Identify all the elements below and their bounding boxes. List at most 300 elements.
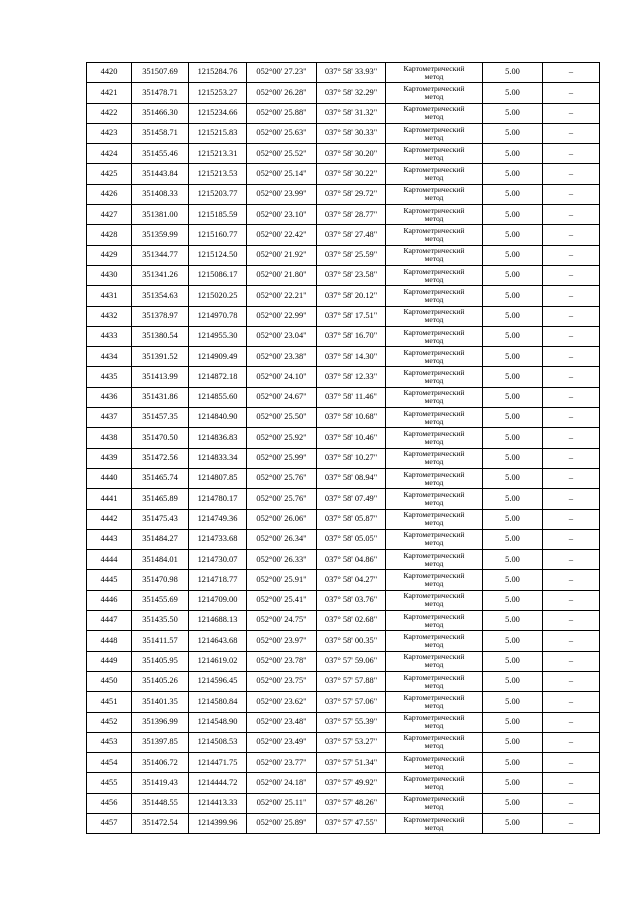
point-number-cell: 4450 (87, 671, 132, 691)
method-label-line2: метод (424, 558, 444, 568)
latitude-cell: 052°00' 22.99" (247, 306, 317, 326)
point-number-cell: 4457 (87, 813, 132, 833)
latitude-cell: 052°00' 23.48" (247, 712, 317, 732)
point-number-cell: 4443 (87, 529, 132, 549)
y-coordinate-cell: 1215253.27 (189, 83, 247, 103)
latitude-cell: 052°00' 21.80" (247, 265, 317, 285)
x-coordinate-cell: 351431.86 (132, 387, 189, 407)
y-coordinate-cell: 1214508.53 (189, 732, 247, 752)
note-cell: – (543, 144, 600, 164)
method-label-line1: Картометрический (403, 591, 465, 601)
method-label-line2: метод (424, 761, 444, 771)
precision-cell: 5.00 (483, 428, 543, 448)
x-coordinate-cell: 351448.55 (132, 793, 189, 813)
y-coordinate-cell: 1214833.34 (189, 448, 247, 468)
point-number-cell: 4427 (87, 205, 132, 225)
table-row (87, 83, 600, 103)
method-cell (386, 144, 483, 164)
coordinates-table (86, 62, 600, 834)
method-label-line1: Картометрический (403, 124, 465, 134)
latitude-cell: 052°00' 25.63" (247, 123, 317, 143)
method-label-line2: метод (424, 152, 444, 162)
longitude-cell: 037° 58' 05.05" (317, 529, 386, 549)
method-cell (386, 428, 483, 448)
point-number-cell: 4438 (87, 428, 132, 448)
point-number-cell: 4420 (87, 63, 132, 83)
note-cell: – (543, 712, 600, 732)
precision-cell: 5.00 (483, 489, 543, 509)
point-number-cell: 4423 (87, 123, 132, 143)
precision-cell: 5.00 (483, 306, 543, 326)
longitude-cell: 037° 58' 03.76" (317, 590, 386, 610)
longitude-cell: 037° 58' 04.86" (317, 550, 386, 570)
y-coordinate-cell: 1215213.31 (189, 144, 247, 164)
method-label-line2: метод (424, 234, 444, 244)
precision-cell: 5.00 (483, 164, 543, 184)
latitude-cell: 052°00' 23.62" (247, 692, 317, 712)
precision-cell: 5.00 (483, 813, 543, 833)
method-cell (386, 367, 483, 387)
method-label-line1: Картометрический (403, 652, 465, 662)
note-cell: – (543, 123, 600, 143)
method-cell (386, 103, 483, 123)
method-label-line2: метод (424, 721, 444, 731)
table-row (87, 671, 600, 691)
precision-cell: 5.00 (483, 408, 543, 428)
method-cell (386, 347, 483, 367)
table-row (87, 793, 600, 813)
method-label-line2: метод (424, 274, 444, 284)
table-row (87, 164, 600, 184)
table-row (87, 448, 600, 468)
longitude-cell: 037° 58' 10.27" (317, 448, 386, 468)
precision-cell: 5.00 (483, 245, 543, 265)
note-cell: – (543, 83, 600, 103)
point-number-cell: 4446 (87, 590, 132, 610)
method-label-line1: Картометрический (403, 550, 465, 560)
method-cell (386, 692, 483, 712)
x-coordinate-cell: 351457.35 (132, 408, 189, 428)
method-label-line2: метод (424, 71, 444, 81)
method-label-line1: Картометрический (403, 713, 465, 723)
latitude-cell: 052°00' 24.75" (247, 611, 317, 631)
y-coordinate-cell: 1214780.17 (189, 489, 247, 509)
longitude-cell: 037° 58' 33.93" (317, 63, 386, 83)
method-cell (386, 773, 483, 793)
latitude-cell: 052°00' 23.75" (247, 671, 317, 691)
precision-cell: 5.00 (483, 265, 543, 285)
precision-cell: 5.00 (483, 712, 543, 732)
point-number-cell: 4441 (87, 489, 132, 509)
method-label-line1: Картометрический (403, 63, 465, 73)
longitude-cell: 037° 57' 47.55" (317, 813, 386, 833)
note-cell: – (543, 550, 600, 570)
latitude-cell: 052°00' 25.92" (247, 428, 317, 448)
y-coordinate-cell: 1214709.00 (189, 590, 247, 610)
point-number-cell: 4455 (87, 773, 132, 793)
y-coordinate-cell: 1214580.84 (189, 692, 247, 712)
x-coordinate-cell: 351470.98 (132, 570, 189, 590)
point-number-cell: 4432 (87, 306, 132, 326)
x-coordinate-cell: 351344.77 (132, 245, 189, 265)
point-number-cell: 4445 (87, 570, 132, 590)
latitude-cell: 052°00' 23.38" (247, 347, 317, 367)
method-label-line2: метод (424, 355, 444, 365)
method-label-line2: метод (424, 335, 444, 345)
method-label-line2: метод (424, 416, 444, 426)
point-number-cell: 4428 (87, 225, 132, 245)
note-cell: – (543, 347, 600, 367)
latitude-cell: 052°00' 22.42" (247, 225, 317, 245)
x-coordinate-cell: 351413.99 (132, 367, 189, 387)
point-number-cell: 4430 (87, 265, 132, 285)
method-label-line2: метод (424, 396, 444, 406)
latitude-cell: 052°00' 25.76" (247, 489, 317, 509)
table-row (87, 63, 600, 83)
method-cell (386, 732, 483, 752)
longitude-cell: 037° 58' 28.77" (317, 205, 386, 225)
note-cell: – (543, 265, 600, 285)
precision-cell: 5.00 (483, 590, 543, 610)
note-cell: – (543, 570, 600, 590)
method-label-line1: Картометрический (403, 733, 465, 743)
method-label-line2: метод (424, 213, 444, 223)
longitude-cell: 037° 58' 10.46" (317, 428, 386, 448)
longitude-cell: 037° 58' 30.33" (317, 123, 386, 143)
note-cell: – (543, 306, 600, 326)
x-coordinate-cell: 351475.43 (132, 509, 189, 529)
method-label-line2: метод (424, 680, 444, 690)
method-cell (386, 793, 483, 813)
table-row (87, 367, 600, 387)
method-label-line1: Картометрический (403, 388, 465, 398)
precision-cell: 5.00 (483, 103, 543, 123)
precision-cell: 5.00 (483, 773, 543, 793)
table-row (87, 408, 600, 428)
y-coordinate-cell: 1215020.25 (189, 286, 247, 306)
method-label-line1: Картометрический (403, 246, 465, 256)
latitude-cell: 052°00' 26.34" (247, 529, 317, 549)
precision-cell: 5.00 (483, 123, 543, 143)
method-cell (386, 326, 483, 346)
precision-cell: 5.00 (483, 631, 543, 651)
x-coordinate-cell: 351484.27 (132, 529, 189, 549)
longitude-cell: 037° 58' 27.48" (317, 225, 386, 245)
method-cell (386, 550, 483, 570)
method-label-line1: Картометрический (403, 692, 465, 702)
x-coordinate-cell: 351396.99 (132, 712, 189, 732)
table-row (87, 387, 600, 407)
method-cell (386, 712, 483, 732)
point-number-cell: 4456 (87, 793, 132, 813)
longitude-cell: 037° 58' 00.35" (317, 631, 386, 651)
note-cell: – (543, 489, 600, 509)
longitude-cell: 037° 58' 05.87" (317, 509, 386, 529)
table-row (87, 570, 600, 590)
point-number-cell: 4421 (87, 83, 132, 103)
longitude-cell: 037° 58' 23.58" (317, 265, 386, 285)
method-label-line1: Картометрический (403, 774, 465, 784)
point-number-cell: 4452 (87, 712, 132, 732)
table-row (87, 347, 600, 367)
latitude-cell: 052°00' 25.88" (247, 103, 317, 123)
latitude-cell: 052°00' 25.14" (247, 164, 317, 184)
point-number-cell: 4435 (87, 367, 132, 387)
note-cell: – (543, 753, 600, 773)
method-label-line2: метод (424, 538, 444, 548)
method-label-line1: Картометрический (403, 368, 465, 378)
x-coordinate-cell: 351391.52 (132, 347, 189, 367)
table-row (87, 144, 600, 164)
method-cell (386, 225, 483, 245)
method-label-line1: Картометрический (403, 347, 465, 357)
x-coordinate-cell: 351341.26 (132, 265, 189, 285)
note-cell: – (543, 164, 600, 184)
longitude-cell: 037° 57' 49.92" (317, 773, 386, 793)
y-coordinate-cell: 1215086.17 (189, 265, 247, 285)
precision-cell: 5.00 (483, 671, 543, 691)
note-cell: – (543, 387, 600, 407)
longitude-cell: 037° 57' 55.39" (317, 712, 386, 732)
longitude-cell: 037° 57' 51.34" (317, 753, 386, 773)
y-coordinate-cell: 1215284.76 (189, 63, 247, 83)
point-number-cell: 4434 (87, 347, 132, 367)
x-coordinate-cell: 351378.97 (132, 306, 189, 326)
coordinates-table-body (87, 63, 600, 834)
method-label-line2: метод (424, 112, 444, 122)
x-coordinate-cell: 351405.95 (132, 651, 189, 671)
latitude-cell: 052°00' 23.99" (247, 184, 317, 204)
method-label-line1: Картометрический (403, 226, 465, 236)
longitude-cell: 037° 58' 30.22" (317, 164, 386, 184)
table-row (87, 205, 600, 225)
longitude-cell: 037° 57' 53.27" (317, 732, 386, 752)
y-coordinate-cell: 1214730.07 (189, 550, 247, 570)
table-row (87, 773, 600, 793)
latitude-cell: 052°00' 25.91" (247, 570, 317, 590)
note-cell: – (543, 448, 600, 468)
y-coordinate-cell: 1214596.45 (189, 671, 247, 691)
method-cell (386, 387, 483, 407)
table-row (87, 692, 600, 712)
method-cell (386, 570, 483, 590)
y-coordinate-cell: 1214471.75 (189, 753, 247, 773)
y-coordinate-cell: 1214855.60 (189, 387, 247, 407)
method-label-line2: метод (424, 619, 444, 629)
latitude-cell: 052°00' 27.23" (247, 63, 317, 83)
latitude-cell: 052°00' 25.99" (247, 448, 317, 468)
longitude-cell: 037° 58' 17.51" (317, 306, 386, 326)
method-cell (386, 123, 483, 143)
y-coordinate-cell: 1214548.90 (189, 712, 247, 732)
table-row (87, 590, 600, 610)
method-label-line1: Картометрический (403, 469, 465, 479)
table-row (87, 306, 600, 326)
method-label-line2: метод (424, 477, 444, 487)
longitude-cell: 037° 57' 48.26" (317, 793, 386, 813)
method-label-line2: метод (424, 457, 444, 467)
note-cell: – (543, 184, 600, 204)
method-label-line1: Картометрический (403, 672, 465, 682)
x-coordinate-cell: 351359.99 (132, 225, 189, 245)
latitude-cell: 052°00' 25.41" (247, 590, 317, 610)
method-cell (386, 529, 483, 549)
longitude-cell: 037° 58' 08.94" (317, 468, 386, 488)
method-label-line2: метод (424, 376, 444, 386)
x-coordinate-cell: 351443.84 (132, 164, 189, 184)
table-row (87, 509, 600, 529)
precision-cell: 5.00 (483, 387, 543, 407)
note-cell: – (543, 611, 600, 631)
method-label-line1: Картометрический (403, 571, 465, 581)
x-coordinate-cell: 351405.26 (132, 671, 189, 691)
table-row (87, 813, 600, 833)
table-row (87, 123, 600, 143)
method-label-line2: метод (424, 782, 444, 792)
latitude-cell: 052°00' 21.92" (247, 245, 317, 265)
point-number-cell: 4431 (87, 286, 132, 306)
latitude-cell: 052°00' 22.21" (247, 286, 317, 306)
y-coordinate-cell: 1215124.50 (189, 245, 247, 265)
note-cell: – (543, 773, 600, 793)
note-cell: – (543, 245, 600, 265)
method-label-line1: Картометрический (403, 489, 465, 499)
method-label-line2: метод (424, 173, 444, 183)
latitude-cell: 052°00' 23.97" (247, 631, 317, 651)
method-label-line2: метод (424, 315, 444, 325)
longitude-cell: 037° 58' 11.46" (317, 387, 386, 407)
y-coordinate-cell: 1214807.85 (189, 468, 247, 488)
precision-cell: 5.00 (483, 367, 543, 387)
method-cell (386, 184, 483, 204)
note-cell: – (543, 103, 600, 123)
longitude-cell: 037° 58' 32.29" (317, 83, 386, 103)
y-coordinate-cell: 1215215.83 (189, 123, 247, 143)
method-cell (386, 813, 483, 833)
precision-cell: 5.00 (483, 692, 543, 712)
y-coordinate-cell: 1214399.96 (189, 813, 247, 833)
y-coordinate-cell: 1214718.77 (189, 570, 247, 590)
note-cell: – (543, 63, 600, 83)
method-label-line2: метод (424, 497, 444, 507)
point-number-cell: 4449 (87, 651, 132, 671)
precision-cell: 5.00 (483, 611, 543, 631)
method-cell (386, 164, 483, 184)
precision-cell: 5.00 (483, 468, 543, 488)
table-row (87, 651, 600, 671)
y-coordinate-cell: 1215203.77 (189, 184, 247, 204)
method-label-line1: Картометрический (403, 428, 465, 438)
table-row (87, 550, 600, 570)
precision-cell: 5.00 (483, 753, 543, 773)
point-number-cell: 4429 (87, 245, 132, 265)
longitude-cell: 037° 58' 31.32" (317, 103, 386, 123)
longitude-cell: 037° 58' 20.12" (317, 286, 386, 306)
method-label-line1: Картометрический (403, 104, 465, 114)
table-row (87, 428, 600, 448)
precision-cell: 5.00 (483, 529, 543, 549)
y-coordinate-cell: 1214688.13 (189, 611, 247, 631)
method-label-line1: Картометрический (403, 510, 465, 520)
y-coordinate-cell: 1214836.83 (189, 428, 247, 448)
precision-cell: 5.00 (483, 184, 543, 204)
table-row (87, 631, 600, 651)
y-coordinate-cell: 1214619.02 (189, 651, 247, 671)
table-row (87, 529, 600, 549)
method-label-line2: метод (424, 741, 444, 751)
latitude-cell: 052°00' 25.89" (247, 813, 317, 833)
latitude-cell: 052°00' 26.33" (247, 550, 317, 570)
method-label-line2: метод (424, 822, 444, 832)
method-label-line2: метод (424, 802, 444, 812)
point-number-cell: 4439 (87, 448, 132, 468)
method-label-line1: Картометрический (403, 205, 465, 215)
latitude-cell: 052°00' 23.77" (247, 753, 317, 773)
table-row (87, 245, 600, 265)
method-label-line2: метод (424, 579, 444, 589)
y-coordinate-cell: 1214872.18 (189, 367, 247, 387)
method-cell (386, 509, 483, 529)
longitude-cell: 037° 58' 14.30" (317, 347, 386, 367)
point-number-cell: 4448 (87, 631, 132, 651)
method-label-line1: Картометрический (403, 814, 465, 824)
point-number-cell: 4444 (87, 550, 132, 570)
y-coordinate-cell: 1215160.77 (189, 225, 247, 245)
latitude-cell: 052°00' 24.18" (247, 773, 317, 793)
precision-cell: 5.00 (483, 570, 543, 590)
point-number-cell: 4436 (87, 387, 132, 407)
precision-cell: 5.00 (483, 732, 543, 752)
x-coordinate-cell: 351397.85 (132, 732, 189, 752)
table-row (87, 184, 600, 204)
precision-cell: 5.00 (483, 63, 543, 83)
point-number-cell: 4426 (87, 184, 132, 204)
precision-cell: 5.00 (483, 509, 543, 529)
table-row (87, 753, 600, 773)
table-row (87, 326, 600, 346)
method-label-line1: Картометрический (403, 286, 465, 296)
precision-cell: 5.00 (483, 448, 543, 468)
y-coordinate-cell: 1214643.68 (189, 631, 247, 651)
y-coordinate-cell: 1215213.53 (189, 164, 247, 184)
method-cell (386, 408, 483, 428)
point-number-cell: 4437 (87, 408, 132, 428)
method-label-line1: Картометрический (403, 449, 465, 459)
x-coordinate-cell: 351465.89 (132, 489, 189, 509)
point-number-cell: 4422 (87, 103, 132, 123)
x-coordinate-cell: 351458.71 (132, 123, 189, 143)
precision-cell: 5.00 (483, 83, 543, 103)
precision-cell: 5.00 (483, 225, 543, 245)
x-coordinate-cell: 351381.00 (132, 205, 189, 225)
method-cell (386, 753, 483, 773)
note-cell: – (543, 326, 600, 346)
latitude-cell: 052°00' 23.49" (247, 732, 317, 752)
x-coordinate-cell: 351354.63 (132, 286, 189, 306)
note-cell: – (543, 590, 600, 610)
note-cell: – (543, 205, 600, 225)
table-row (87, 103, 600, 123)
y-coordinate-cell: 1214413.33 (189, 793, 247, 813)
method-label-line2: метод (424, 254, 444, 264)
method-cell (386, 489, 483, 509)
method-label-line1: Картометрический (403, 165, 465, 175)
longitude-cell: 037° 58' 04.27" (317, 570, 386, 590)
note-cell: – (543, 692, 600, 712)
latitude-cell: 052°00' 25.11" (247, 793, 317, 813)
method-cell (386, 611, 483, 631)
latitude-cell: 052°00' 23.04" (247, 326, 317, 346)
